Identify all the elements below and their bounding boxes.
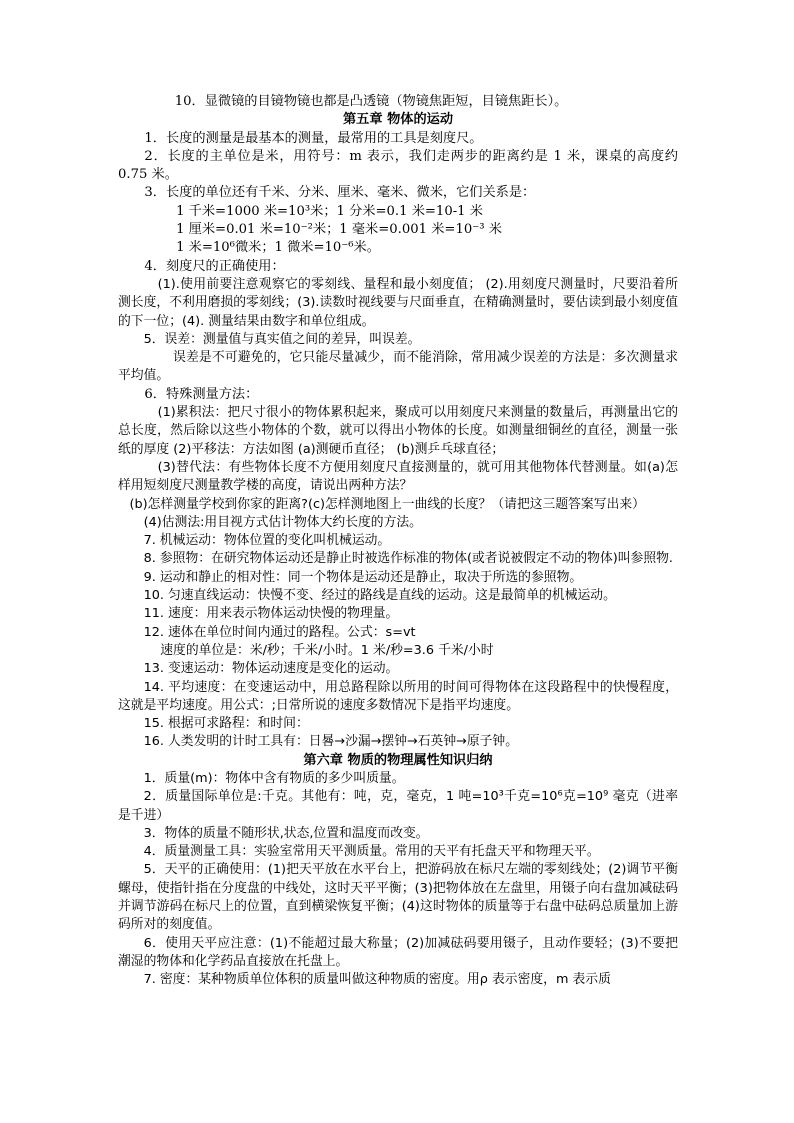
item-6-2: 2．质量国际单位是:千克。其他有：吨，克，毫克，1 吨=10³千克=10⁶克=10⁹ 毫克（进率是千进） (118, 789, 678, 823)
item-5-9: 9. 运动和静止的相对性：同一个物体是运动还是静止，取决于所选的参照物。 (143, 569, 583, 585)
item-6-7: 7. 密度：某种物质单位体积的质量叫做这种物质的密度。用ρ 表示密度，m 表示质 (143, 972, 611, 988)
item-5-2: 2．长度的主单位是米，用符号：m 表示，我们走两步的距离约是 1 米，课桌的高度约 0.75 米。 (118, 148, 678, 183)
item-6-1: 1．质量(m)：物体中含有物质的多少叫质量。 (143, 770, 405, 786)
item-5-13: 13. 变速运动：物体运动速度是变化的运动。 (143, 661, 399, 677)
item-5-11: 11. 速度：用来表示物体运动快慢的物理量。 (143, 606, 399, 622)
item-5-5: 5．误差：测量值与真实值之间的差异，叫误差。 (143, 331, 421, 347)
item-6-4: 4．质量测量工具：实验室常用天平测质量。常用的天平有托盘天平和物理天平。 (143, 844, 600, 860)
item-5-3: 3．长度的单位还有千米、分米、厘米、毫米、微米，它们关系是： (144, 185, 536, 201)
chapter-6-title: 第六章 物质的物理属性知识归纳 (303, 752, 493, 768)
item-6-5: 5．天平的正确使用：(1)把天平放在水平台上，把游码放在标尺左端的零刻线处；(2)调节平衡螺母，使指针指在分度盘的中线处，这时天平平衡；(3)把物体放在左盘里，用镊子向右盘加减砝码并调节游码在标尺上的位置，直到横梁恢复平衡；(4)这时物体的质量等于右盘中砝码总质量加上游码所对的刻度值。 (118, 862, 678, 933)
item-5-14: 14. 平均速度：在变速运动中，用总路程除以所用的时间可得物体在这段路程中的快慢程度，这就是平均速度。用公式：;日常所说的速度多数情况下是指平均速度。 (118, 679, 678, 713)
item-5-6-estimation: (4)估测法:用目视方式估计物体大约长度的方法。 (143, 514, 422, 530)
item-5-4-detail: (1).使用前要注意观察它的零刻线、量程和最小刻度值； (2).用刻度尺测量时，尺要沿着所测长度，不利用磨损的零刻线；(3).读数时视线要与尺面垂直，在精确测量时，要估读到最小刻度值的下一位；(4). 测量结果由数字和单位组成。 (118, 276, 678, 329)
item-10-microscope: 10．显微镜的目镜物镜也都是凸透镜（物镜焦距短，目镜焦距长）。 (174, 94, 568, 109)
item-5-1: 1．长度的测量是最基本的测量，最常用的工具是刻度尺。 (144, 130, 483, 146)
item-5-12-units: 速度的单位是：米/秒；千米/小时。1 米/秒=3.6 千米/小时 (160, 642, 494, 658)
item-6-6: 6．使用天平应注意：(1)不能超过最大称量；(2)加减砝码要用镊子，且动作要轻；(3)不要把潮湿的物体和化学药品直接放在托盘上。 (118, 935, 678, 969)
item-5-6-substitution: (3)替代法：有些物体长度不方便用刻度尺直接测量的，就可用其他物体代替测量。如(a)怎样用短刻度尺测量教学楼的高度，请说出两种方法？ (118, 459, 678, 494)
item-5-5-detail: 误差是不可避免的，它只能尽量减少，而不能消除，常用减少误差的方法是：多次测量求平均值。 (118, 350, 678, 384)
item-5-16: 16. 人类发明的计时工具有：日晷→沙漏→摆钟→石英钟→原子钟。 (143, 734, 519, 750)
item-5-3-units-b: 1 厘米=0.01 米=10⁻²米；1 毫米=0.001 米=10⁻³ 米 (176, 222, 502, 238)
item-5-15: 15. 根据可求路程：和时间： (143, 716, 309, 732)
item-5-10: 10. 匀速直线运动：快慢不变、经过的路线是直线的运动。这是最简单的机械运动。 (143, 588, 616, 604)
document-page (118, 93, 678, 990)
item-5-3-units-a: 1 千米=1000 米=10³米；1 分米=0.1 米=10-1 米 (176, 203, 483, 219)
chapter-5-title: 第五章 物体的运动 (342, 112, 454, 128)
item-5-3-units-c: 1 米=10⁶微米；1 微米=10⁻⁶米。 (176, 240, 380, 256)
item-5-6-questions: (b)怎样测量学校到你家的距离?(c)怎样测地图上一曲线的长度？（请把这三题答案写出来） (129, 496, 645, 512)
item-5-6: 6．特殊测量方法： (144, 386, 259, 402)
item-5-7: 7. 机械运动：物体位置的变化叫机械运动。 (143, 533, 391, 549)
item-6-3: 3．物体的质量不随形状,状态,位置和温度而改变。 (143, 825, 429, 841)
item-5-6-accumulation: (1)累积法：把尺寸很小的物体累积起来，聚成可以用刻度尺来测量的数量后，再测量出它的总长度，然后除以这些小物体的个数，就可以得出小物体的长度。如测量细铜丝的直径，测量一张纸的厚度 (2)平移法：方法如图 (a)测硬币直径； (b)测乒乓球直径； (118, 405, 678, 457)
item-5-4: 4．刻度尺的正确使用： (144, 258, 285, 274)
item-5-12: 12. 速体在单位时间内通过的路程。公式：s=vt (143, 624, 416, 640)
item-5-8: 8. 参照物：在研究物体运动还是静止时被选作标准的物体(或者说被假定不动的物体)叫参照物. (143, 551, 674, 567)
